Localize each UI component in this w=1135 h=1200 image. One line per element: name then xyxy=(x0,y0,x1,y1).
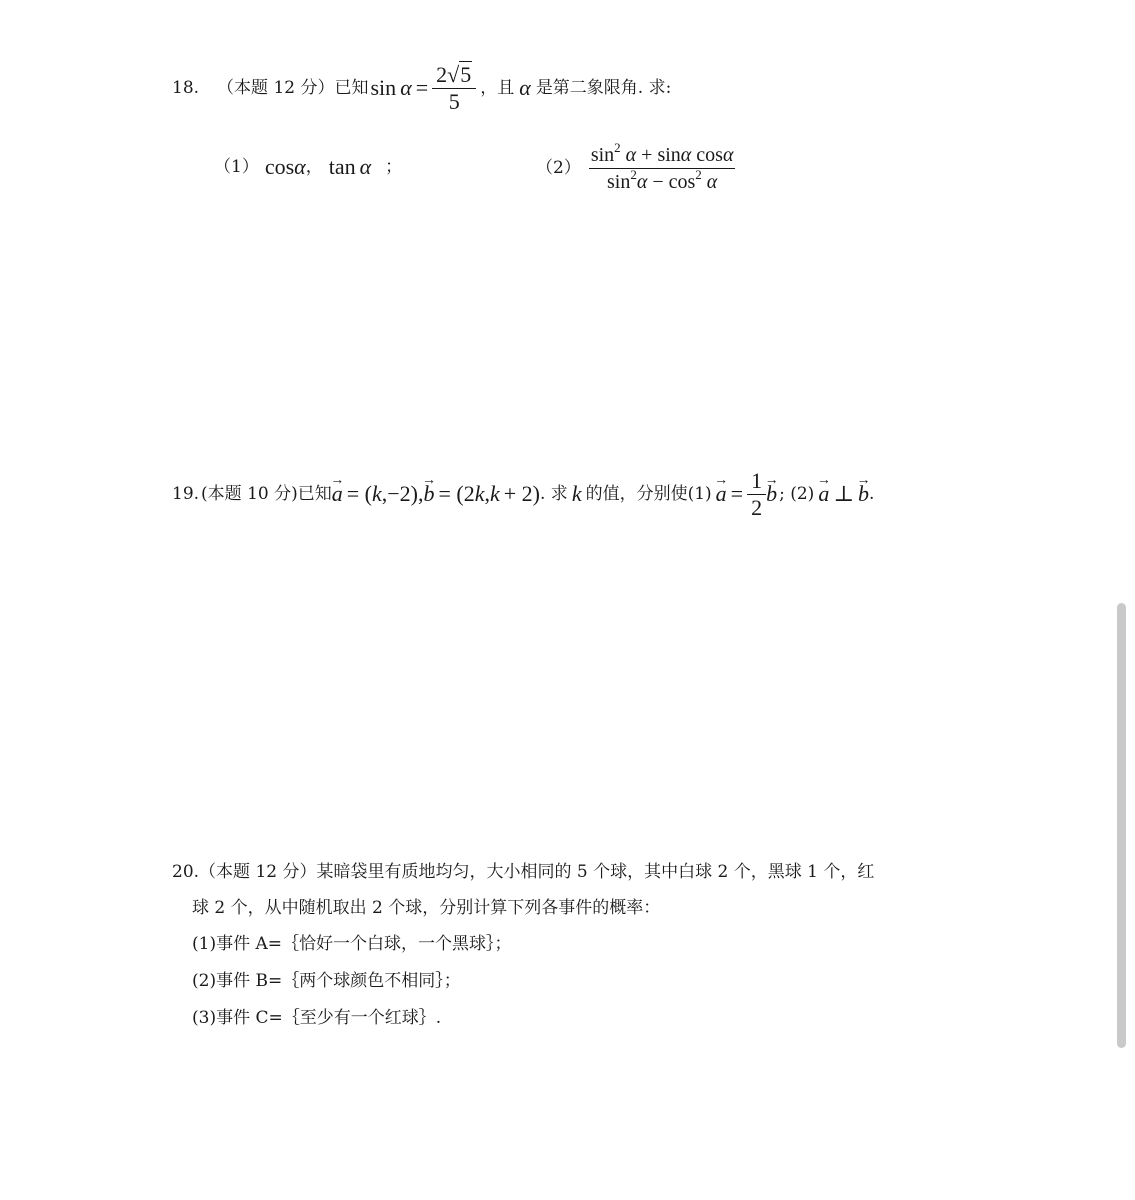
q19-a-eq: = ( xyxy=(346,481,372,506)
q18-line xyxy=(172,60,671,116)
q19-b-rest: + 2) xyxy=(503,481,540,506)
q19-vec-a: → a xyxy=(332,484,343,504)
q18-num-coef: 2 xyxy=(436,61,448,87)
q18-p1-alpha: α xyxy=(294,154,306,179)
q18-p2-alpha-c: α xyxy=(722,143,734,166)
q18-part1 xyxy=(214,154,402,180)
q19-semi: ; (2) xyxy=(779,484,815,504)
q19-vec-a-3: → a xyxy=(818,484,829,504)
q18-equals: = xyxy=(415,75,429,100)
q18-p1-end: ； xyxy=(385,157,403,177)
q19-a-rest: ,−2), xyxy=(381,481,424,506)
q18-p2-alpha-e: α xyxy=(706,170,718,193)
q20-item2: (2)事件 B=｛两个球颜色不相同｝； xyxy=(192,971,461,991)
q18-p1-label: （1） xyxy=(214,157,259,177)
q18-p2-num-sin: sin xyxy=(590,143,615,166)
q18-p2-den-sin: sin xyxy=(607,170,631,193)
vertical-scrollbar[interactable] xyxy=(1117,603,1126,1048)
q18-number: 18. xyxy=(172,78,200,98)
q18-sin: sin xyxy=(370,75,397,100)
q19-k-2: k xyxy=(474,481,485,506)
q18-p2-plus: + xyxy=(641,143,653,166)
q18-p1-tan: tan xyxy=(328,154,356,179)
q19-half-den: 2 xyxy=(747,494,766,521)
q18-p2-den-cos: cos xyxy=(668,170,696,193)
q19-vec-b: → b xyxy=(424,484,435,504)
q19-half xyxy=(747,468,766,521)
q19-perp: ⊥ xyxy=(833,481,855,506)
q18-p2-alpha-b: α xyxy=(680,143,692,166)
q18-p2-alpha-a: α xyxy=(625,143,637,166)
q19-b-mid: , xyxy=(484,481,490,506)
q18-alpha-2: α xyxy=(519,75,531,100)
q20-line2: 球 2 个，从中随机取出 2 个球，分别计算下列各事件的概率： xyxy=(192,898,661,918)
q20-item3: (3)事件 C=｛至少有一个红球｝. xyxy=(192,1008,442,1028)
q18-alpha: α xyxy=(400,75,412,100)
q18-p1-cos: cos xyxy=(264,154,295,179)
q19-half-num: 1 xyxy=(751,467,763,493)
q19-b-eq: = (2 xyxy=(438,481,475,506)
q19-vec-b-3: → b xyxy=(858,484,869,504)
q18-p1-sep: ， xyxy=(305,157,323,177)
q18-p2-num-sin2: sin xyxy=(657,143,681,166)
q18-p2-sup: 2 xyxy=(614,139,621,155)
q19-k-4: k xyxy=(571,481,582,506)
q18-radicand: 5 xyxy=(460,61,472,87)
q18-p2-label: （2） xyxy=(536,158,581,178)
q18-p2-alpha-d: α xyxy=(636,170,648,193)
q18-cond: ，且 xyxy=(480,78,515,98)
q19-k-3: k xyxy=(490,481,500,506)
q20-line1: 20.（本题 12 分）某暗袋里有质地均匀，大小相同的 5 个球，其中白球 2 个，黑球 1 个，红 xyxy=(172,862,875,882)
q18-part2 xyxy=(536,138,735,198)
q19-line xyxy=(172,466,874,522)
q19-period: . xyxy=(869,484,875,504)
q19-eq: = xyxy=(730,481,744,506)
q19-number: 19. xyxy=(172,484,200,504)
q18-p2-den-sup: 2 xyxy=(630,166,637,182)
q19-ask: . 求 xyxy=(540,484,568,504)
q20-item1: (1)事件 A=｛恰好一个白球，一个黑球｝； xyxy=(192,934,512,954)
q18-p2-fraction xyxy=(589,139,736,195)
q19-vec-b-2: → b xyxy=(766,484,777,504)
q18-points: （本题 12 分）已知 xyxy=(217,78,369,98)
q19-points: (本题 10 分)已知 xyxy=(201,484,332,504)
q18-cond2: 是第二象限角. 求: xyxy=(535,78,672,98)
q18-p2-den-sup-2: 2 xyxy=(695,166,702,182)
q18-p2-num-cos: cos xyxy=(696,143,723,166)
q18-p2-minus: − xyxy=(652,170,664,193)
q18-p1-alpha-2: α xyxy=(359,154,372,179)
q19-k: k xyxy=(372,481,382,506)
q18-fraction: $\frac{2√5}{5}$ xyxy=(432,62,476,115)
q18-den: 5 xyxy=(432,88,476,115)
q19-ask2: 的值，分别使(1) xyxy=(585,484,712,504)
q19-vec-a-2: → a xyxy=(716,484,727,504)
